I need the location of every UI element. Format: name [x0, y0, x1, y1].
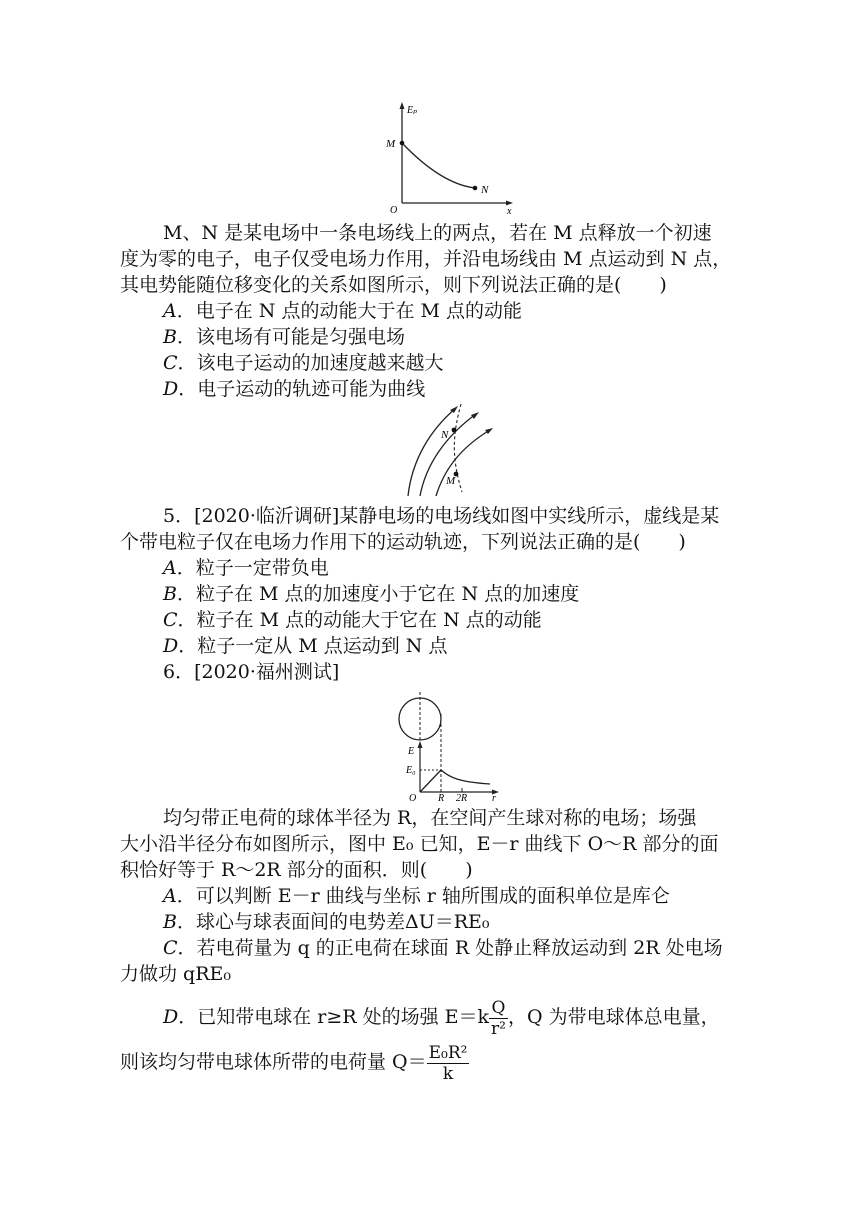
q6-option-a: A．可以判断 E－r 曲线与坐标 r 轴所围成的面积单位是库仑 — [163, 885, 670, 907]
q4-option-b: B．该电场有可能是匀强电场 — [163, 326, 405, 348]
e-axis-label: E — [408, 746, 415, 757]
q6-stem-line-1: 均匀带正电荷的球体半径为 R，在空间产生球对称的电场；场强 — [163, 807, 697, 829]
point-m-label: M — [446, 475, 456, 487]
q6-option-d: D．已知带电球在 r≥R 处的场强 E＝k $\frac{Q}{\text{r²}}$ ，Q 为带电球体总电量， — [163, 997, 720, 1039]
q4-option-a: A．电子在 N 点的动能大于在 M 点的动能 — [163, 300, 522, 322]
point-m-label: M — [386, 138, 396, 150]
q5-stem-line-2: 个带电粒子仅在电场力作用下的运动轨迹，下列说法正确的是( ) — [120, 531, 686, 553]
origin-label: O — [390, 205, 398, 216]
q4-stem-line-3: 其电势能随位移变化的关系如图所示，则下列说法正确的是( ) — [120, 274, 667, 296]
e0-label: E₀ — [406, 765, 416, 776]
q4-stem-line-1: M、N 是某电场中一条电场线上的两点，若在 M 点释放一个初速 — [163, 222, 712, 244]
q4-option-c: C．该电子运动的加速度越来越大 — [163, 352, 444, 374]
q5-option-a: A．粒子一定带负电 — [163, 557, 329, 579]
sphere-field-graph — [388, 690, 500, 802]
q6-option-b: B．球心与球表面间的电势差ΔU＝RE₀ — [163, 911, 490, 933]
field-formula-fraction: $\frac{Q}{\text{r²}}$ — [491, 997, 506, 1039]
potential-energy-graph — [380, 95, 520, 217]
q5-stem-line-1: 5．[2020·临沂调研]某静电场的电场线如图中实线所示，虚线是某 — [163, 505, 720, 527]
q4-stem-line-2: 度为零的电子，电子仅受电场力作用，并沿电场线由 M 点运动到 N 点， — [120, 248, 732, 270]
origin-label: O — [409, 793, 417, 802]
point-n-label: N — [481, 184, 489, 196]
q6-stem-line-2: 大小沿半径分布如图所示，图中 E₀ 已知，E－r 曲线下 O～R 部分的面 — [120, 833, 719, 855]
q6-option-d-cont: 则该均匀带电球体所带的电荷量 Q＝ $\frac{\text{E₀R²}}{k}$ — [120, 1042, 468, 1084]
r-axis-label: r — [492, 793, 496, 802]
y-axis-label: Eₚ — [407, 105, 418, 116]
charge-formula-fraction: $\frac{\text{E₀R²}}{k}$ — [428, 1042, 468, 1084]
q6-stem-line-3: 积恰好等于 R～2R 部分的面积．则( ) — [120, 859, 473, 881]
point-n-label: N — [441, 429, 449, 441]
q6-header: 6．[2020·福州测试] — [163, 661, 340, 683]
q6-option-c: C．若电荷量为 q 的正电荷在球面 R 处静止释放运动到 2R 处电场 — [163, 937, 723, 959]
q5-option-b: B．粒子在 M 点的加速度小于它在 N 点的加速度 — [163, 583, 580, 605]
x-axis-label: x — [507, 206, 512, 217]
q5-option-d: D．粒子一定从 M 点运动到 N 点 — [163, 635, 448, 657]
two-r-label: 2R — [456, 793, 468, 802]
q4-option-d: D．电子运动的轨迹可能为曲线 — [163, 378, 426, 400]
r-label: R — [438, 793, 445, 802]
field-lines-diagram — [398, 402, 498, 498]
q5-option-c: C．粒子在 M 点的动能大于它在 N 点的动能 — [163, 609, 542, 631]
q6-option-c-cont: 力做功 qRE₀ — [120, 963, 231, 985]
